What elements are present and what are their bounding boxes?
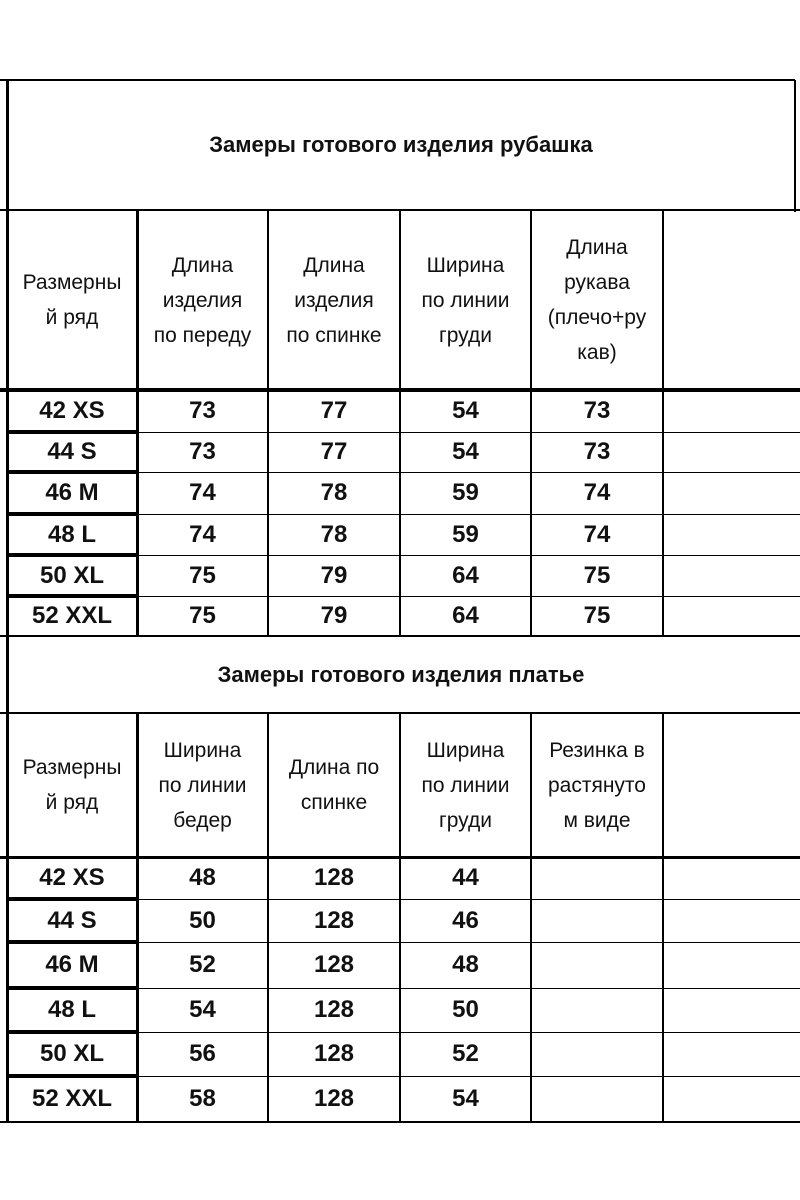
header-line: растянуто bbox=[547, 773, 646, 797]
dress-value-cell: 128 bbox=[313, 906, 355, 934]
grid-line bbox=[137, 942, 800, 943]
shirt-value-cell: 75 bbox=[583, 561, 611, 589]
shirt-size-cell: 42 XS bbox=[39, 397, 105, 424]
grid-line bbox=[399, 210, 401, 636]
shirt-size-cell: 50 XL bbox=[39, 561, 105, 589]
dress-value-cell: 54 bbox=[189, 996, 216, 1023]
grid-line bbox=[6, 80, 9, 1122]
dress-value-cell: 48 bbox=[452, 951, 479, 978]
shirt-column-header bbox=[531, 210, 663, 390]
header-line: по линии bbox=[421, 773, 510, 797]
shirt-value-cell: 75 bbox=[583, 602, 611, 629]
dress-value-cell: 128 bbox=[313, 996, 355, 1023]
header-line: Длина по bbox=[288, 756, 380, 779]
shirt-value-cell: 78 bbox=[320, 479, 348, 506]
dress-value-cell: 52 bbox=[452, 1040, 479, 1067]
shirt-value-cell: 73 bbox=[583, 438, 611, 465]
header-line: Ширина bbox=[426, 253, 505, 277]
grid-line bbox=[7, 1074, 137, 1078]
grid-line bbox=[267, 713, 269, 1122]
header-line: Размерны bbox=[22, 271, 122, 294]
header-line: й ряд bbox=[45, 791, 99, 814]
dress-value-cell: 128 bbox=[313, 1040, 355, 1067]
header-line: Резинка в bbox=[549, 738, 645, 762]
dress-column-header bbox=[400, 713, 531, 857]
dress-column-header bbox=[531, 713, 663, 857]
shirt-value-cell: 78 bbox=[320, 520, 348, 548]
header-line: м виде bbox=[563, 808, 631, 832]
grid-line bbox=[7, 986, 137, 990]
grid-line bbox=[662, 210, 664, 636]
shirt-value-cell: 74 bbox=[583, 520, 611, 548]
shirt-value-cell: 74 bbox=[189, 520, 216, 548]
grid-line bbox=[7, 594, 137, 598]
header-line: Длина bbox=[566, 236, 628, 259]
shirt-value-cell: 79 bbox=[320, 602, 348, 629]
grid-line bbox=[7, 430, 137, 434]
grid-line bbox=[137, 432, 800, 433]
shirt-value-cell: 54 bbox=[452, 438, 479, 465]
shirt-value-cell: 73 bbox=[583, 397, 611, 424]
header-line: по переду bbox=[153, 323, 252, 347]
header-line: рукава bbox=[564, 271, 630, 294]
dress-column-header bbox=[7, 713, 137, 857]
shirt-value-cell: 74 bbox=[583, 479, 611, 506]
dress-column-header bbox=[137, 713, 268, 857]
shirt-column-header bbox=[137, 210, 268, 390]
header-line: бедер bbox=[173, 808, 232, 832]
dress-value-cell: 52 bbox=[189, 951, 216, 978]
grid-line bbox=[137, 555, 800, 556]
grid-line bbox=[137, 1032, 800, 1033]
grid-line bbox=[137, 1076, 800, 1077]
dress-value-cell: 128 bbox=[313, 864, 355, 891]
grid-line bbox=[7, 470, 137, 474]
shirt-value-cell: 74 bbox=[189, 479, 216, 506]
shirt-column-header bbox=[400, 210, 531, 390]
header-line: Ширина bbox=[163, 738, 242, 762]
header-line: по линии bbox=[421, 288, 510, 312]
shirt-size-cell: 52 XXL bbox=[31, 602, 113, 629]
grid-line bbox=[0, 79, 795, 81]
grid-line bbox=[137, 472, 800, 473]
grid-line bbox=[7, 897, 137, 901]
header-line: изделия bbox=[162, 288, 243, 312]
header-line: Длина bbox=[171, 253, 234, 277]
shirt-size-cell: 48 L bbox=[47, 520, 97, 548]
dress-value-cell: 46 bbox=[452, 906, 479, 934]
grid-line bbox=[7, 553, 137, 557]
dress-value-cell: 56 bbox=[189, 1040, 216, 1067]
shirt-value-cell: 77 bbox=[320, 438, 348, 465]
dress-value-cell: 50 bbox=[452, 996, 479, 1023]
dress-value-cell: 44 bbox=[452, 864, 479, 891]
shirt-value-cell: 64 bbox=[452, 561, 479, 589]
grid-line bbox=[662, 713, 664, 1122]
dress-size-cell: 46 M bbox=[45, 951, 99, 978]
grid-line bbox=[137, 514, 800, 515]
shirt-value-cell: 59 bbox=[452, 520, 479, 548]
shirt-value-cell: 75 bbox=[189, 602, 216, 629]
header-line: изделия bbox=[294, 288, 374, 312]
grid-line bbox=[267, 210, 269, 636]
shirt-value-cell: 59 bbox=[452, 479, 479, 506]
header-line: (плечо+ру bbox=[547, 306, 647, 329]
grid-line bbox=[7, 1030, 137, 1034]
dress-value-cell: 128 bbox=[313, 1085, 355, 1112]
shirt-value-cell: 54 bbox=[452, 397, 479, 424]
shirt-column-header bbox=[7, 210, 137, 390]
shirt-value-cell: 75 bbox=[189, 561, 216, 589]
grid-line bbox=[137, 596, 800, 597]
grid-line bbox=[137, 899, 800, 900]
shirt-value-cell: 73 bbox=[189, 438, 216, 465]
shirt-value-cell: 77 bbox=[320, 397, 348, 424]
dress-size-cell: 48 L bbox=[47, 996, 97, 1023]
shirt-value-cell: 64 bbox=[452, 602, 479, 629]
grid-line bbox=[137, 988, 800, 989]
header-line: Длина bbox=[303, 253, 365, 277]
header-line: груди bbox=[439, 808, 492, 832]
dress-value-cell: 58 bbox=[189, 1085, 216, 1112]
header-line: Ширина bbox=[426, 738, 505, 762]
header-line: по спинке bbox=[286, 323, 382, 347]
dress-value-cell: 54 bbox=[452, 1085, 479, 1112]
dress-size-cell: 52 XXL bbox=[31, 1085, 113, 1112]
shirt-title: Замеры готового изделия рубашка bbox=[209, 132, 593, 157]
dress-value-cell: 48 bbox=[189, 864, 216, 891]
dress-size-cell: 50 XL bbox=[39, 1040, 105, 1067]
dress-size-cell: 42 XS bbox=[39, 864, 105, 891]
shirt-size-cell: 46 M bbox=[45, 479, 99, 506]
header-line: груди bbox=[439, 323, 492, 347]
shirt-column-header bbox=[268, 210, 400, 390]
dress-size-cell: 44 S bbox=[47, 906, 97, 934]
grid-line bbox=[530, 210, 532, 636]
dress-value-cell: 50 bbox=[189, 906, 216, 934]
grid-line bbox=[136, 713, 139, 1122]
header-line: по линии bbox=[158, 773, 247, 797]
grid-line bbox=[530, 713, 532, 1122]
dress-title: Замеры готового изделия платье bbox=[217, 661, 585, 687]
header-line: й ряд bbox=[45, 306, 99, 329]
header-line: кав) bbox=[577, 341, 617, 364]
grid-line bbox=[794, 80, 796, 212]
grid-line bbox=[7, 512, 137, 516]
shirt-size-cell: 44 S bbox=[47, 438, 97, 465]
dress-value-cell: 128 bbox=[313, 951, 355, 978]
shirt-value-cell: 73 bbox=[189, 397, 216, 424]
header-line: спинке bbox=[300, 791, 368, 814]
grid-line bbox=[136, 210, 139, 636]
header-line: Размерны bbox=[22, 756, 122, 779]
grid-line bbox=[7, 940, 137, 944]
shirt-value-cell: 79 bbox=[320, 561, 348, 589]
grid-line bbox=[399, 713, 401, 1122]
dress-column-header bbox=[268, 713, 400, 857]
